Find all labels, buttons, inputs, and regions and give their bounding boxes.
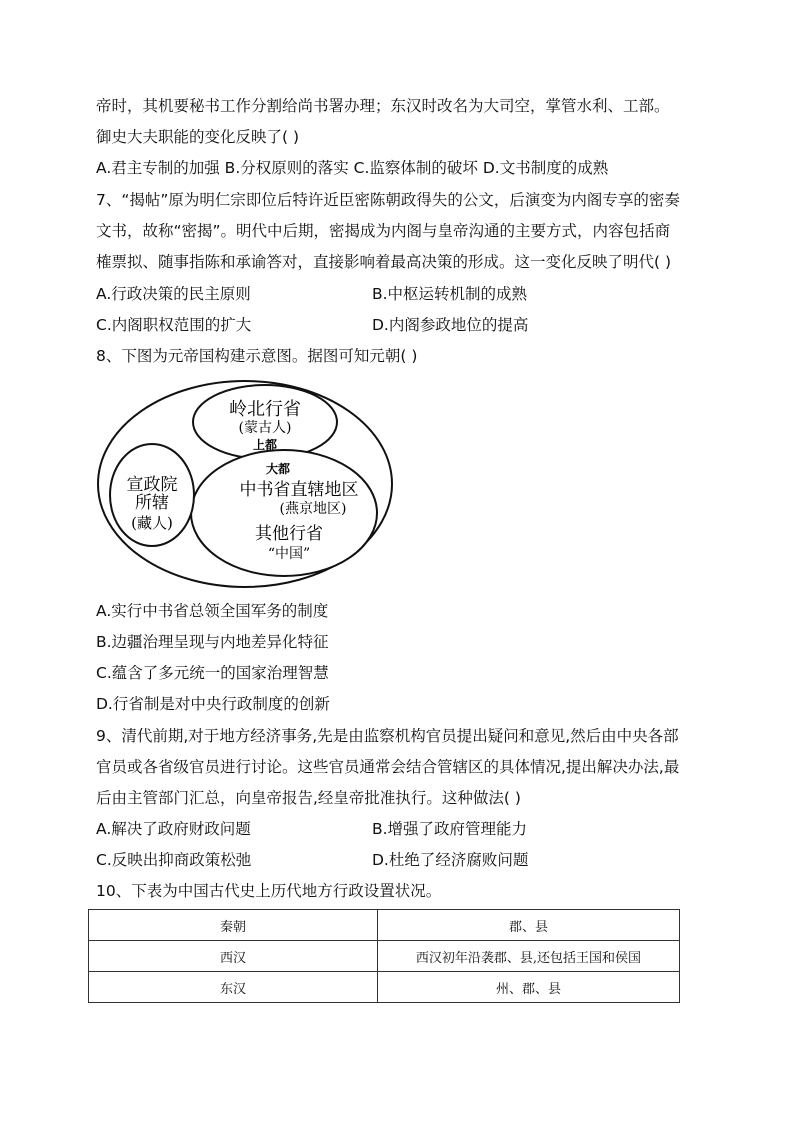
table-row	[89, 972, 680, 1003]
label-zhongshu: 中书省直辖地区	[239, 480, 359, 500]
label-yanjing: (燕京地区)	[279, 501, 347, 517]
label-zhongguo: “中国”	[267, 546, 311, 562]
q7-stem-line-3: 榷票拟、随事指陈和承谕答对，直接影响着最高决策的形成。这一变化反映了明代( )	[96, 253, 672, 271]
q9-stem-line-1: 9、清代前期,对于地方经济事务,先是由监察机构官员提出疑问和意见,然后由中央各部	[96, 727, 679, 745]
label-lingbei: 岭北行省	[229, 399, 301, 420]
q8-option-a: A.实行中书省总领全国军务的制度	[96, 602, 329, 620]
table-cell-system: 西汉初年沿袭郡、县,还包括王国和侯国	[378, 941, 680, 972]
q8-option-b: B.边疆治理呈现与内地差异化特征	[96, 633, 329, 651]
intro-line-1: 帝时，其机要秘书工作分割给尚书署办理；东汉时改名为大司空，掌管水利、工部。	[96, 97, 670, 115]
q7-option-c: C.内阁职权范围的扩大	[96, 316, 252, 334]
q9-option-b: B.增强了政府管理能力	[372, 820, 528, 838]
table-cell-system: 郡、县	[378, 910, 680, 941]
q7-option-d: D.内阁参政地位的提高	[372, 316, 529, 334]
yuan-empire-diagram	[95, 378, 395, 594]
q7-option-a: A.行政决策的民主原则	[96, 285, 251, 303]
q7-stem-line-2: 文书，故称“密揭”。明代中后期，密揭成为内阁与皇帝沟通的主要方式，内容包括商	[96, 222, 671, 240]
label-shangdu: 上都	[252, 438, 278, 452]
admin-system-table	[88, 909, 680, 1003]
q9-option-c: C.反映出抑商政策松弛	[96, 851, 252, 869]
label-dadu: 大都	[265, 462, 291, 476]
q8-option-d: D.行省制是对中央行政制度的创新	[96, 695, 330, 713]
label-xuanzheng: 宣政院	[126, 475, 178, 495]
label-mongol: (蒙古人)	[238, 420, 292, 436]
q9-option-a: A.解决了政府财政问题	[96, 820, 251, 838]
q8-stem: 8、下图为元帝国构建示意图。据图可知元朝( )	[96, 347, 418, 365]
table-row	[89, 910, 680, 941]
table-row	[89, 941, 680, 972]
table-cell-dynasty: 西汉	[89, 941, 378, 972]
q9-stem-line-2: 官员或各省级官员进行讨论。这些官员通常会结合管辖区的具体情况,提出解决办法,最	[96, 758, 680, 776]
label-suoxia: 所辖	[135, 493, 169, 513]
q9-option-d: D.杜绝了经济腐败问题	[372, 851, 529, 869]
q7-stem-line-1: 7、“揭帖”原为明仁宗即位后特许近臣密陈朝政得失的公文，后演变为内阁专享的密奏	[96, 191, 680, 209]
table-cell-dynasty: 秦朝	[89, 910, 378, 941]
table-cell-dynasty: 东汉	[89, 972, 378, 1003]
table-cell-system: 州、郡、县	[378, 972, 680, 1003]
q9-stem-line-3: 后由主管部门汇总，向皇帝报告,经皇帝批准执行。这种做法( )	[96, 789, 521, 807]
intro-line-2: 御史大夫职能的变化反映了( )	[96, 128, 300, 146]
q7-option-b: B.中枢运转机制的成熟	[372, 285, 528, 303]
intro-options: A.君主专制的加强 B.分权原则的落实 C.监察体制的破坏 D.文书制度的成熟	[96, 159, 609, 177]
q8-option-c: C.蕴含了多元统一的国家治理智慧	[96, 664, 329, 682]
label-other: 其他行省	[255, 524, 323, 544]
q10-stem: 10、下表为中国古代史上历代地方行政设置状况。	[96, 882, 442, 900]
label-tibetan: (藏人)	[131, 514, 173, 532]
